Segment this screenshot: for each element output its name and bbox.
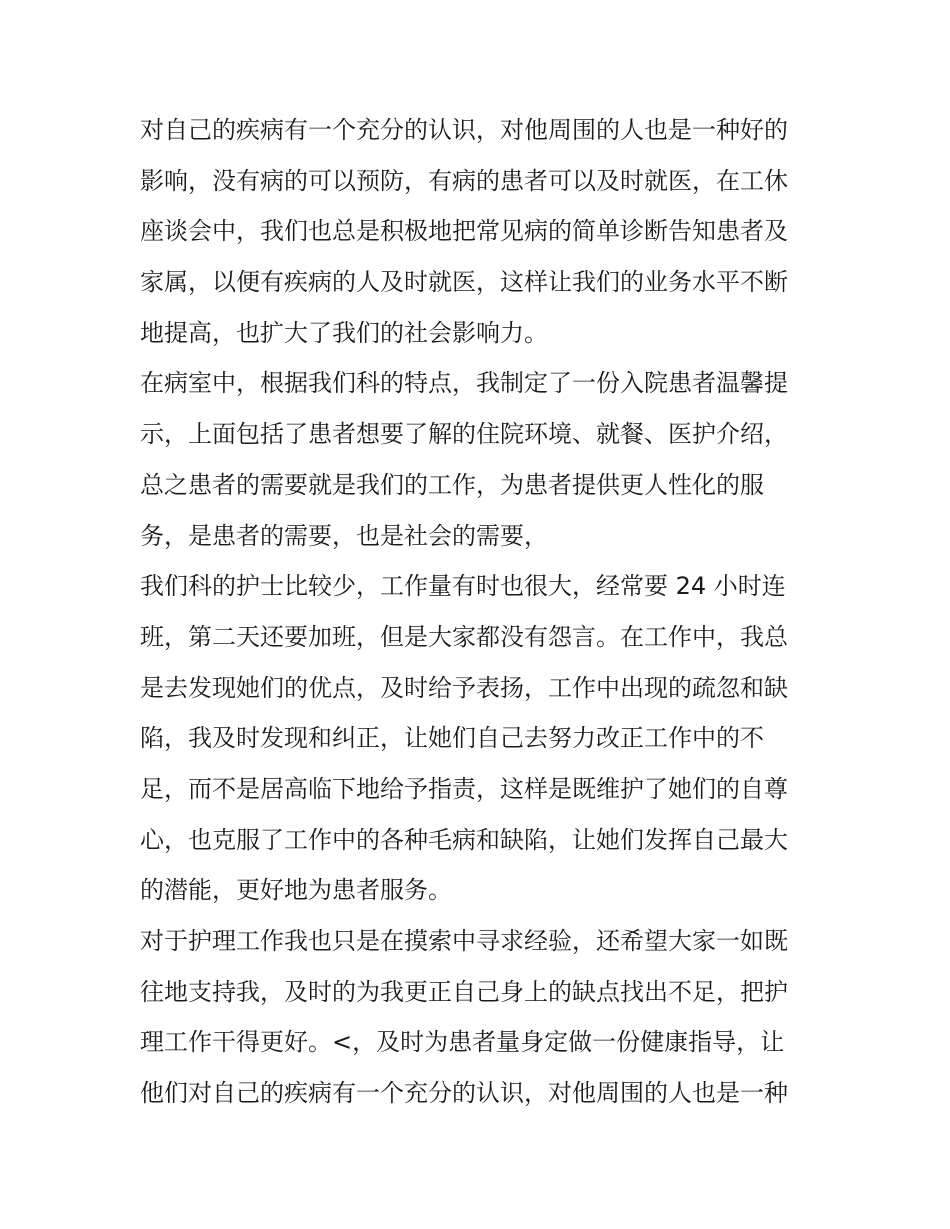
text-line: 我们科的护士比较少，工作量有时也很大，经常要 24 小时连 [140,572,786,601]
text-line: 务，是患者的需要，也是社会的需要， [140,521,548,550]
text-line: 总之患者的需要就是我们的工作，为患者提供更人性化的服 [140,470,764,499]
text-line: 对自己的疾病有一个充分的认识，对他周围的人也是一种好的 [140,116,788,144]
text-line: 足，而不是居高临下地给予指责，这样是既维护了她们的自尊 [140,774,788,803]
text-line: 座谈会中，我们也总是积极地把常见病的简单诊断告知患者及 [140,217,788,246]
text-line: 理工作干得更好。<，及时为患者量身定做一份健康指导，让 [140,1028,785,1057]
text-line: 他们对自己的疾病有一个充分的认识，对他周围的人也是一种 [140,1079,788,1108]
text-line: 班，第二天还要加班，但是大家都没有怨言。在工作中，我总 [140,622,788,651]
text-line: 的潜能，更好地为患者服务。 [140,876,452,905]
text-line: 往地支持我，及时的为我更正自己身上的缺点找出不足，把护 [140,977,788,1006]
text-line: 陷，我及时发现和纠正，让她们自己去努力改正工作中的不 [140,724,764,753]
document-body [140,105,820,1119]
text-line: 心，也克服了工作中的各种毛病和缺陷，让她们发挥自己最大 [140,825,788,854]
text-line: 对于护理工作我也只是在摸索中寻求经验，还希望大家一如既 [140,927,788,955]
text-line: 地提高，也扩大了我们的社会影响力。 [140,318,548,347]
text-line: 示，上面包括了患者想要了解的住院环境、就餐、医护介绍， [140,420,788,449]
text-line: 家属，以便有疾病的人及时就医，这样让我们的业务水平不断 [140,268,788,297]
text-line: 影响，没有病的可以预防，有病的患者可以及时就医，在工休 [140,166,788,195]
text-line: 在病室中，根据我们科的特点，我制定了一份入院患者温馨提 [140,369,788,398]
text-line: 是去发现她们的优点，及时给予表扬，工作中出现的疏忽和缺 [140,673,788,702]
